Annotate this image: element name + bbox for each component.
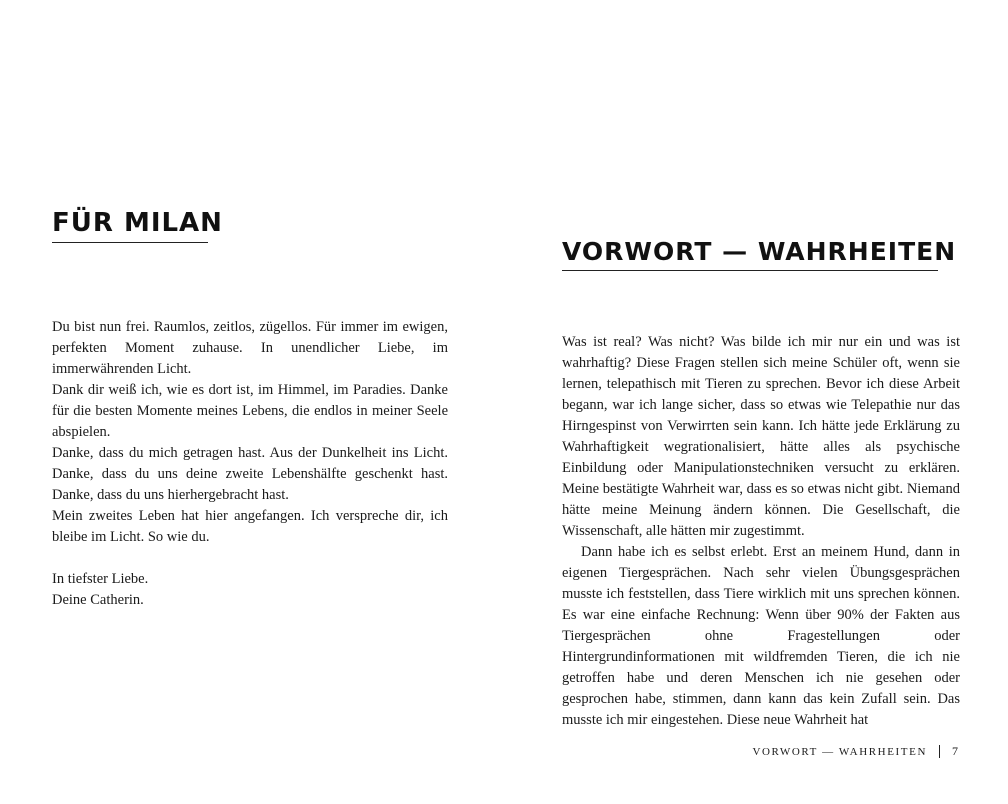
dedication-text xyxy=(52,317,448,611)
foreword-heading: VORWORT — WAHRHEITEN xyxy=(562,237,957,266)
right-page xyxy=(504,0,1008,804)
foreword-paragraph-1: Was ist real? Was nicht? Was bilde ich mir nur ein und was ist wahrhaftig? Diese Fragen stellen sich meine Schüler oft, wenn sie lernen, telepathisch mit Tieren zu sprechen. Bevor ich diese Arbeit begann, war ich lange sicher, dass so etwas wie Telepathie nur das Hirngespinst von Verwirrten sein kann. Ich hätte jede Erklärung zu Wahrhaftigkeit wegrationalisiert, hätte alles als psychische Einbildung oder Manipulationstechniken versucht zu erklären. Meine bestätigte Wahrheit war, dass es so etwas nicht gibt. Niemand hätte meine Meinung ändern können. Die Gesellschaft, die Wissenschaft, alle hätten mir zugestimmt. xyxy=(562,334,960,539)
dedication-closing: In tiefster Liebe. xyxy=(52,571,149,587)
running-title: VORWORT — WAHRHEITEN xyxy=(752,745,927,758)
paragraph-spacer xyxy=(52,548,448,569)
dedication-heading: FÜR MILAN xyxy=(52,208,223,238)
running-footer xyxy=(752,744,958,759)
dedication-paragraph-2: Dank dir weiß ich, wie es dort ist, im Himmel, im Paradies. Danke für die besten Momente meines Lebens, die endlos in meiner Seele abspielen. xyxy=(52,382,448,440)
dedication-signature: Deine Catherin. xyxy=(52,592,144,608)
dedication-paragraph-1: Du bist nun frei. Raumlos, zeitlos, zügellos. Für immer im ewigen, perfekten Moment zuhause. In unendlicher Liebe, im immerwährenden Licht. xyxy=(52,319,448,377)
page-number: 7 xyxy=(952,744,958,758)
dedication-paragraph-4: Mein zweites Leben hat hier angefangen. Ich verspreche dir, ich bleibe im Licht. So wie du. xyxy=(52,508,448,545)
dedication-paragraph-3: Danke, dass du mich getragen hast. Aus der Dunkelheit ins Licht. Danke, dass du uns deine zweite Lebenshälfte geschenkt hast. Danke, dass du uns hierhergebracht hast. xyxy=(52,445,448,503)
footer-separator xyxy=(939,745,940,758)
foreword-heading-underline xyxy=(562,270,938,271)
foreword-paragraph-2: Dann habe ich es selbst erlebt. Erst an meinem Hund, dann in eigenen Tiergesprächen. Nach sehr vielen Übungsgesprächen musste ich feststellen, dass Tiere wirklich mit uns sprechen können. Es war eine einfache Rechnung: Wenn über 90% der Fakten aus Tiergesprächen ohne Fragestellungen oder Hintergrundinformationen mit wildfremden Tieren, die ich nie getroffen habe und deren Menschen ich nie gesehen oder gesprochen habe, stimmen, dann kann das kein Zufall sein. Das musste ich mir eingestehen. Diese neue Wahrheit hat xyxy=(562,544,960,728)
foreword-text xyxy=(562,332,960,731)
dedication-heading-underline xyxy=(52,242,208,243)
